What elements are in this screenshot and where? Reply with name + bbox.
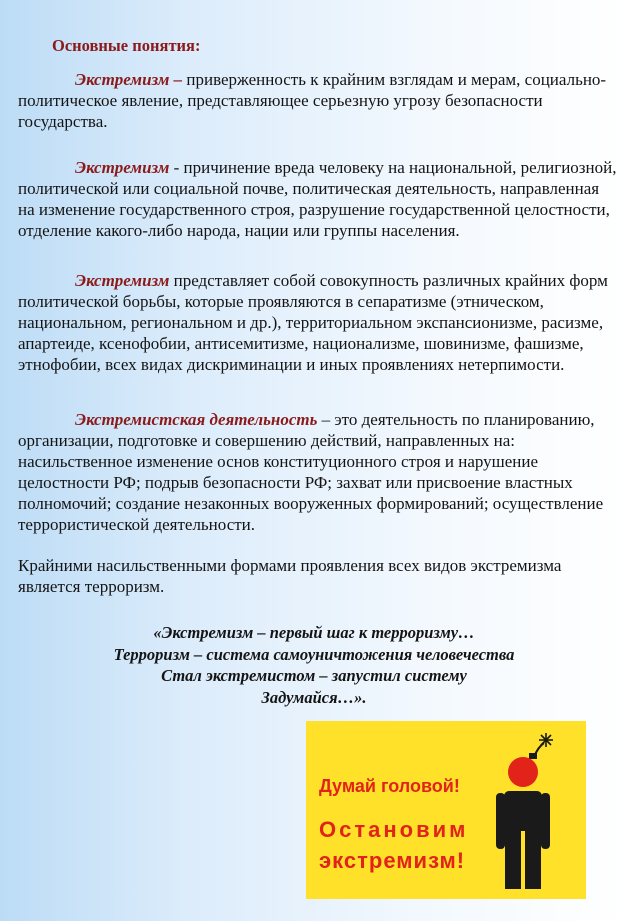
- quote-line: «Экстремизм – первый шаг к терроризму…: [153, 623, 475, 642]
- bomb-head-figure-icon: [492, 727, 572, 895]
- definition-text: - причинение вреда человеку на национальной, религиозной, политической или социальной почве, политическая деятельность, направленная на изменение государственного строя, разрушение государственной целостности, отделение какого-либо народа, нации или группы населения.: [18, 158, 617, 240]
- poster-line-3: экстремизм!: [319, 848, 466, 873]
- definition-text: представляет собой совокупность различных крайних форм политической борьбы, которые проявляются в сепаратизме (этническом, национальном, региональном и др.), территориальном экспансионизме, расизме, апартеиде, ксенофобии, антисемитизме, национализме, шовинизме, фашизме, этнофобии, всех видах дискриминации и иных проявлениях нетерпимости.: [18, 271, 608, 374]
- quote-line: Терроризм – система самоуничтожения человечества: [113, 644, 515, 664]
- anti-extremism-poster: [306, 721, 586, 899]
- term-extremism: Экстремизм –: [75, 70, 183, 89]
- definition-text: – это деятельность по планированию, организации, подготовке и совершению действий, направленных на: насильственное изменение основ конституционного строя и нарушение целостности РФ; подрыв безопасности РФ; захват или присвоение властных полномочий; создание незаконных вооруженных формирований; осуществление террористической деятельности.: [18, 410, 604, 534]
- term-extremist-activity: Экстремистская деятельность: [75, 410, 318, 429]
- poster-line-1: Думай головой!: [319, 776, 460, 796]
- term-extremism: Экстремизм: [75, 271, 170, 290]
- definition-paragraph-4: [18, 409, 618, 535]
- definition-paragraph-1: [18, 69, 618, 132]
- definition-paragraph-3: [18, 270, 618, 375]
- term-extremism: Экстремизм: [75, 158, 170, 177]
- definition-text: приверженность к крайним взглядам и мерам, социально-политическое явление, представляющее серьезную угрозу безопасности государства.: [18, 70, 607, 131]
- quote-line: Задумайся…».: [261, 687, 367, 707]
- quote-line: Стал экстремистом – запустил систему: [161, 666, 467, 685]
- poster-line-2: Остановим: [319, 817, 469, 842]
- section-heading: Основные понятия:: [52, 36, 201, 55]
- motto-quote: [0, 622, 628, 708]
- closing-paragraph: Крайними насильственными формами проявления всех видов экстремизма является терроризм.: [18, 556, 562, 596]
- definition-paragraph-2: [18, 157, 618, 241]
